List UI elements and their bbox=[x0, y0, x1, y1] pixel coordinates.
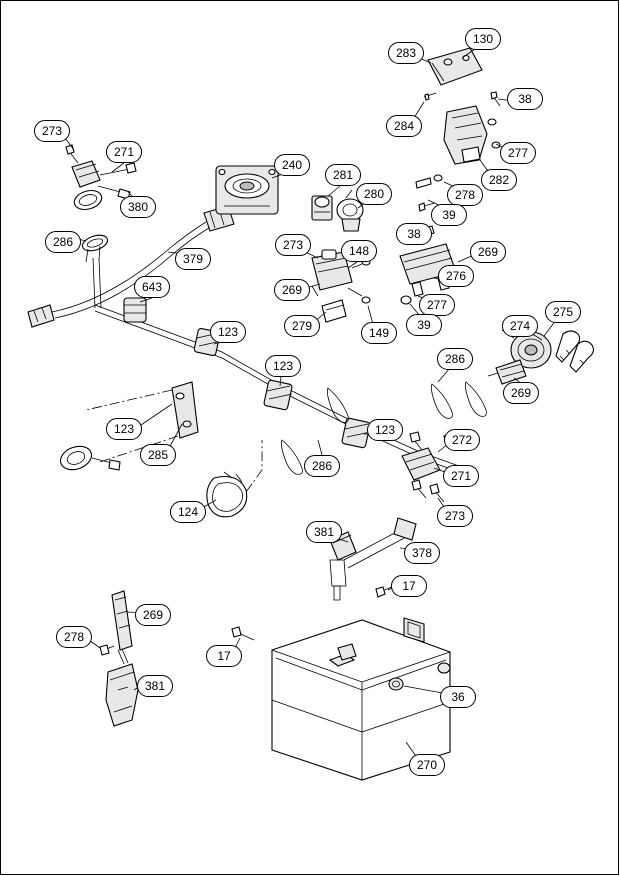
callout-286[interactable]: 286 bbox=[304, 455, 340, 477]
callout-123[interactable]: 123 bbox=[106, 418, 142, 440]
callout-38[interactable]: 38 bbox=[396, 223, 432, 245]
callout-240[interactable]: 240 bbox=[274, 154, 310, 176]
callout-281[interactable]: 281 bbox=[325, 164, 361, 186]
part-clamp-286a bbox=[80, 232, 109, 262]
callout-381[interactable]: 381 bbox=[137, 675, 173, 697]
callout-38[interactable]: 38 bbox=[507, 88, 543, 110]
callout-273[interactable]: 273 bbox=[275, 234, 311, 256]
callout-39[interactable]: 39 bbox=[431, 204, 467, 226]
part-bracket-283 bbox=[428, 48, 482, 85]
callout-269[interactable]: 269 bbox=[470, 241, 506, 263]
callout-17[interactable]: 17 bbox=[206, 645, 242, 667]
part-tie-286c bbox=[431, 382, 486, 418]
callout-378[interactable]: 378 bbox=[404, 542, 440, 564]
callout-282[interactable]: 282 bbox=[481, 169, 517, 191]
part-switch-281 bbox=[312, 196, 332, 220]
part-horn-240 bbox=[216, 166, 278, 214]
callout-273[interactable]: 273 bbox=[34, 120, 70, 142]
callout-36[interactable]: 36 bbox=[440, 686, 476, 708]
part-ignition-housing-282 bbox=[444, 106, 500, 164]
callout-270[interactable]: 270 bbox=[409, 754, 445, 776]
callout-269[interactable]: 269 bbox=[135, 604, 171, 626]
callout-275[interactable]: 275 bbox=[545, 301, 581, 323]
callout-379[interactable]: 379 bbox=[175, 248, 211, 270]
callout-148[interactable]: 148 bbox=[341, 240, 377, 262]
callout-274[interactable]: 274 bbox=[502, 315, 538, 337]
callout-381[interactable]: 381 bbox=[306, 521, 342, 543]
callout-273[interactable]: 273 bbox=[437, 505, 473, 527]
callout-285[interactable]: 285 bbox=[140, 444, 176, 466]
callout-269[interactable]: 269 bbox=[503, 382, 539, 404]
callout-271[interactable]: 271 bbox=[106, 141, 142, 163]
callout-276[interactable]: 276 bbox=[438, 265, 474, 287]
callout-286[interactable]: 286 bbox=[45, 231, 81, 253]
callout-283[interactable]: 283 bbox=[388, 42, 424, 64]
callout-271[interactable]: 271 bbox=[443, 465, 479, 487]
callout-149[interactable]: 149 bbox=[361, 322, 397, 344]
callout-123[interactable]: 123 bbox=[210, 321, 246, 343]
callout-280[interactable]: 280 bbox=[356, 183, 392, 205]
callout-39[interactable]: 39 bbox=[406, 314, 442, 336]
callout-277[interactable]: 277 bbox=[500, 142, 536, 164]
callout-123[interactable]: 123 bbox=[367, 419, 403, 441]
part-keys-275 bbox=[556, 331, 593, 372]
callout-123[interactable]: 123 bbox=[265, 355, 301, 377]
callout-279[interactable]: 279 bbox=[284, 315, 320, 337]
callout-277[interactable]: 277 bbox=[419, 294, 455, 316]
callout-284[interactable]: 284 bbox=[386, 115, 422, 137]
part-grommet-643 bbox=[124, 298, 146, 322]
callout-278[interactable]: 278 bbox=[56, 626, 92, 648]
callout-124[interactable]: 124 bbox=[170, 501, 206, 523]
callout-17[interactable]: 17 bbox=[391, 575, 427, 597]
part-connector-381b bbox=[106, 664, 138, 726]
part-screws-284-130 bbox=[424, 92, 500, 106]
part-rod-269 bbox=[100, 591, 132, 664]
part-grommet-123b bbox=[264, 380, 293, 410]
part-ignition-switch-274 bbox=[488, 330, 551, 384]
callout-380[interactable]: 380 bbox=[120, 196, 156, 218]
callout-130[interactable]: 130 bbox=[465, 28, 501, 50]
callout-272[interactable]: 272 bbox=[444, 429, 480, 451]
callout-269[interactable]: 269 bbox=[274, 279, 310, 301]
callout-643[interactable]: 643 bbox=[134, 276, 170, 298]
callout-278[interactable]: 278 bbox=[447, 184, 483, 206]
callout-286[interactable]: 286 bbox=[437, 348, 473, 370]
